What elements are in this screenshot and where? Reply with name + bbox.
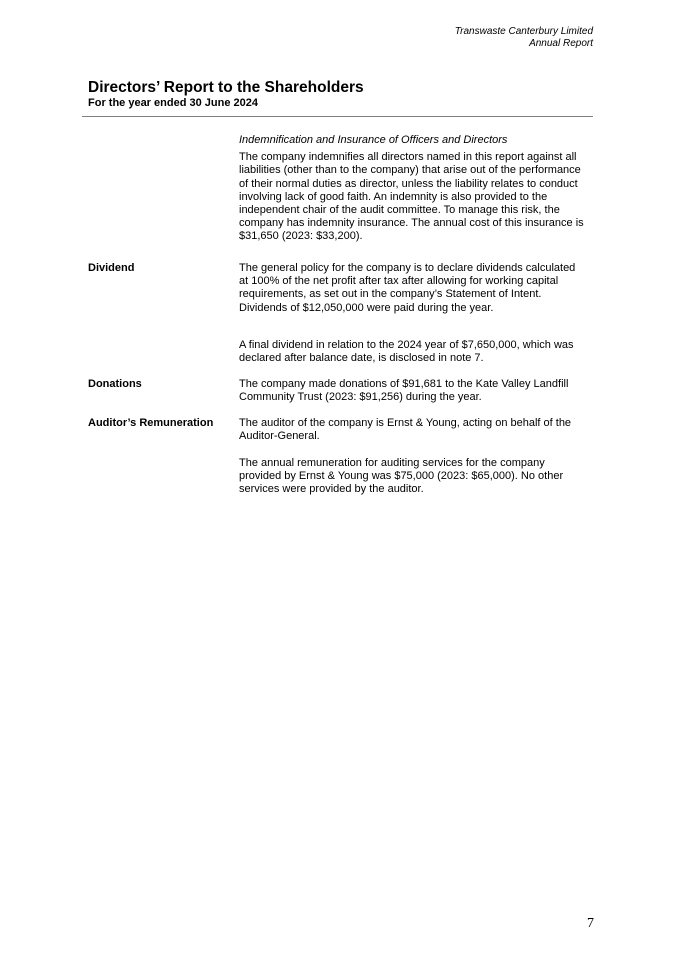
dividend-paragraph-2: A final dividend in relation to the 2024 year of $7,650,000, which was declared after balance date, is disclosed in note 7. <box>239 339 574 365</box>
page-subtitle: For the year ended 30 June 2024 <box>88 97 258 109</box>
indemnification-heading: Indemnification and Insurance of Officers and Directors <box>239 134 508 146</box>
running-header <box>455 26 593 50</box>
header-company: Transwaste Canterbury Limited <box>454 26 593 37</box>
donations-paragraph: The company made donations of $91,681 to the Kate Valley Landfill Community Trust (2023: $91,256) during the year. <box>239 378 569 404</box>
dividend-label: Dividend <box>88 262 135 274</box>
indemnification-section <box>239 134 584 244</box>
header-report: Annual Report <box>529 38 593 49</box>
indemnification-text: The company indemnifies all directors named in this report against all liabilities (other than to the company) that arise out of the performance of their normal duties as director, unless the liability relates to conduct involving lack of good faith. An indemnity is also provided to the independent chair of the audit committee. To manage this risk, the company has indemnity insurance. The annual cost of this insurance is $31,650 (2023: $33,200). <box>239 151 584 243</box>
donations-label: Donations <box>88 378 142 390</box>
page-number: 7 <box>587 916 594 931</box>
page-title: Directors’ Report to the Shareholders <box>88 79 364 96</box>
auditor-paragraph-2: The annual remuneration for auditing services for the company provided by Ernst & Young was $75,000 (2023: $65,000). No other services were provided by the auditor. <box>239 457 564 496</box>
title-divider <box>82 116 593 117</box>
auditor-paragraph-1: The auditor of the company is Ernst & Young, acting on behalf of the Auditor-General. <box>239 417 572 443</box>
dividend-paragraph-1: The general policy for the company is to declare dividends calculated at 100% of the net profit after tax after allowing for working capital requirements, as set out in the company’s Statement of Intent. Dividends of $12,050,000 were paid during the year. <box>239 262 576 314</box>
auditor-label: Auditor’s Remuneration <box>88 417 214 429</box>
